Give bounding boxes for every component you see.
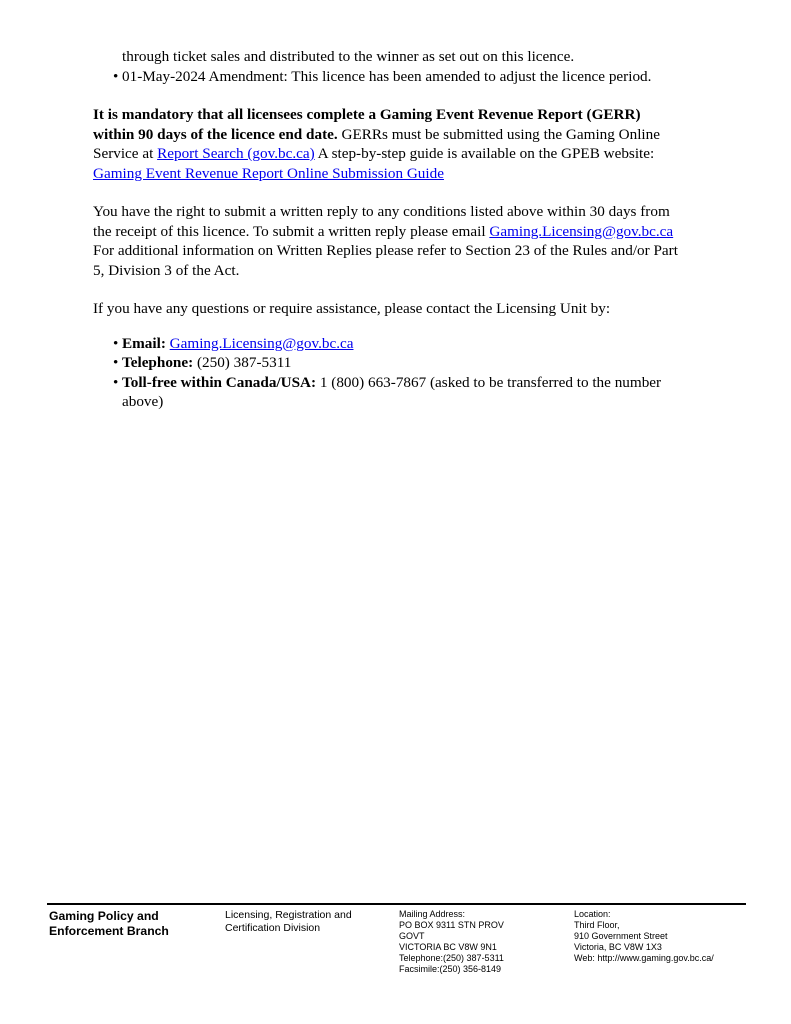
gerr-paragraph <box>93 105 713 183</box>
reply-line4: 5, Division 3 of the Act. <box>93 261 240 279</box>
gerr-text: GERRs must be submitted using the Gaming Online <box>337 125 660 143</box>
amendment-bullet: • 01-May-2024 Amendment: This licence has been amended to adjust the licence period. <box>93 67 713 87</box>
mailing-line: Mailing Address: <box>399 909 466 919</box>
mailing-line: PO BOX 9311 STN PROV <box>399 920 504 930</box>
page-footer <box>47 903 746 974</box>
reply-line2: the receipt of this licence. To submit a written reply please email <box>93 222 490 240</box>
contact-list <box>93 334 713 412</box>
phone-value: (250) 387-5311 <box>193 354 292 371</box>
mailing-line: GOVT <box>399 931 425 941</box>
contact-email-link[interactable]: Gaming.Licensing@gov.bc.ca <box>169 334 354 352</box>
reply-email-link[interactable]: Gaming.Licensing@gov.bc.ca <box>489 222 674 240</box>
location-line: Third Floor, <box>574 920 620 930</box>
gerr-bold-line2: within 90 days of the licence end date. <box>93 125 338 143</box>
footer-branch <box>49 909 169 939</box>
continued-bullet-text: through ticket sales and distributed to the winner as set out on this licence. <box>122 48 575 65</box>
written-reply-paragraph <box>93 202 713 280</box>
location-line: 910 Government Street <box>574 931 668 941</box>
gerr-service-text: Service at <box>93 145 158 162</box>
branch-line: Gaming Policy and <box>49 909 159 923</box>
footer-mailing-address <box>399 909 569 975</box>
tollfree-continued: above) <box>122 393 164 410</box>
branch-line: Enforcement Branch <box>49 924 169 938</box>
report-search-link[interactable]: Report Search (gov.bc.ca) <box>157 145 315 162</box>
footer-location <box>574 909 714 964</box>
division-line: Certification Division <box>225 921 321 934</box>
reply-line1: You have the right to submit a written reply to any conditions listed above within 30 days from <box>93 203 670 220</box>
reply-line3: For additional information on Written Replies please refer to Section 23 of the Rules and/or Part <box>93 242 678 259</box>
contact-tollfree-item <box>93 373 713 412</box>
tollfree-value: 1 (800) 663-7867 (asked to be transferred to the number <box>316 373 662 391</box>
mailing-line: Telephone:(250) 387-5311 <box>399 953 504 963</box>
page-content <box>93 47 713 412</box>
email-label: Email: <box>122 334 166 352</box>
location-line: Location: <box>574 909 611 919</box>
location-line: Victoria, BC V8W 1X3 <box>574 942 662 952</box>
contact-email-item <box>93 334 713 354</box>
gerr-bold-line1: It is mandatory that all licensees complete a Gaming Event Revenue Report (GERR) <box>93 106 641 123</box>
contact-phone-item <box>93 353 713 373</box>
mailing-line: Facsimile:(250) 356-8149 <box>399 964 502 974</box>
division-line: Licensing, Registration and <box>225 909 352 921</box>
location-line: Web: http://www.gaming.gov.bc.ca/ <box>574 953 714 963</box>
mailing-line: VICTORIA BC V8W 9N1 <box>399 942 497 952</box>
gerr-guide-text: A step-by-step guide is available on the GPEB website: <box>314 145 655 162</box>
submission-guide-link[interactable]: Gaming Event Revenue Report Online Submission Guide <box>93 164 444 182</box>
questions-text: If you have any questions or require assistance, please contact the Licensing Unit by: <box>93 300 611 317</box>
footer-division <box>225 909 352 934</box>
phone-label: Telephone: <box>122 354 194 371</box>
tollfree-label: Toll-free within Canada/USA: <box>122 373 317 391</box>
